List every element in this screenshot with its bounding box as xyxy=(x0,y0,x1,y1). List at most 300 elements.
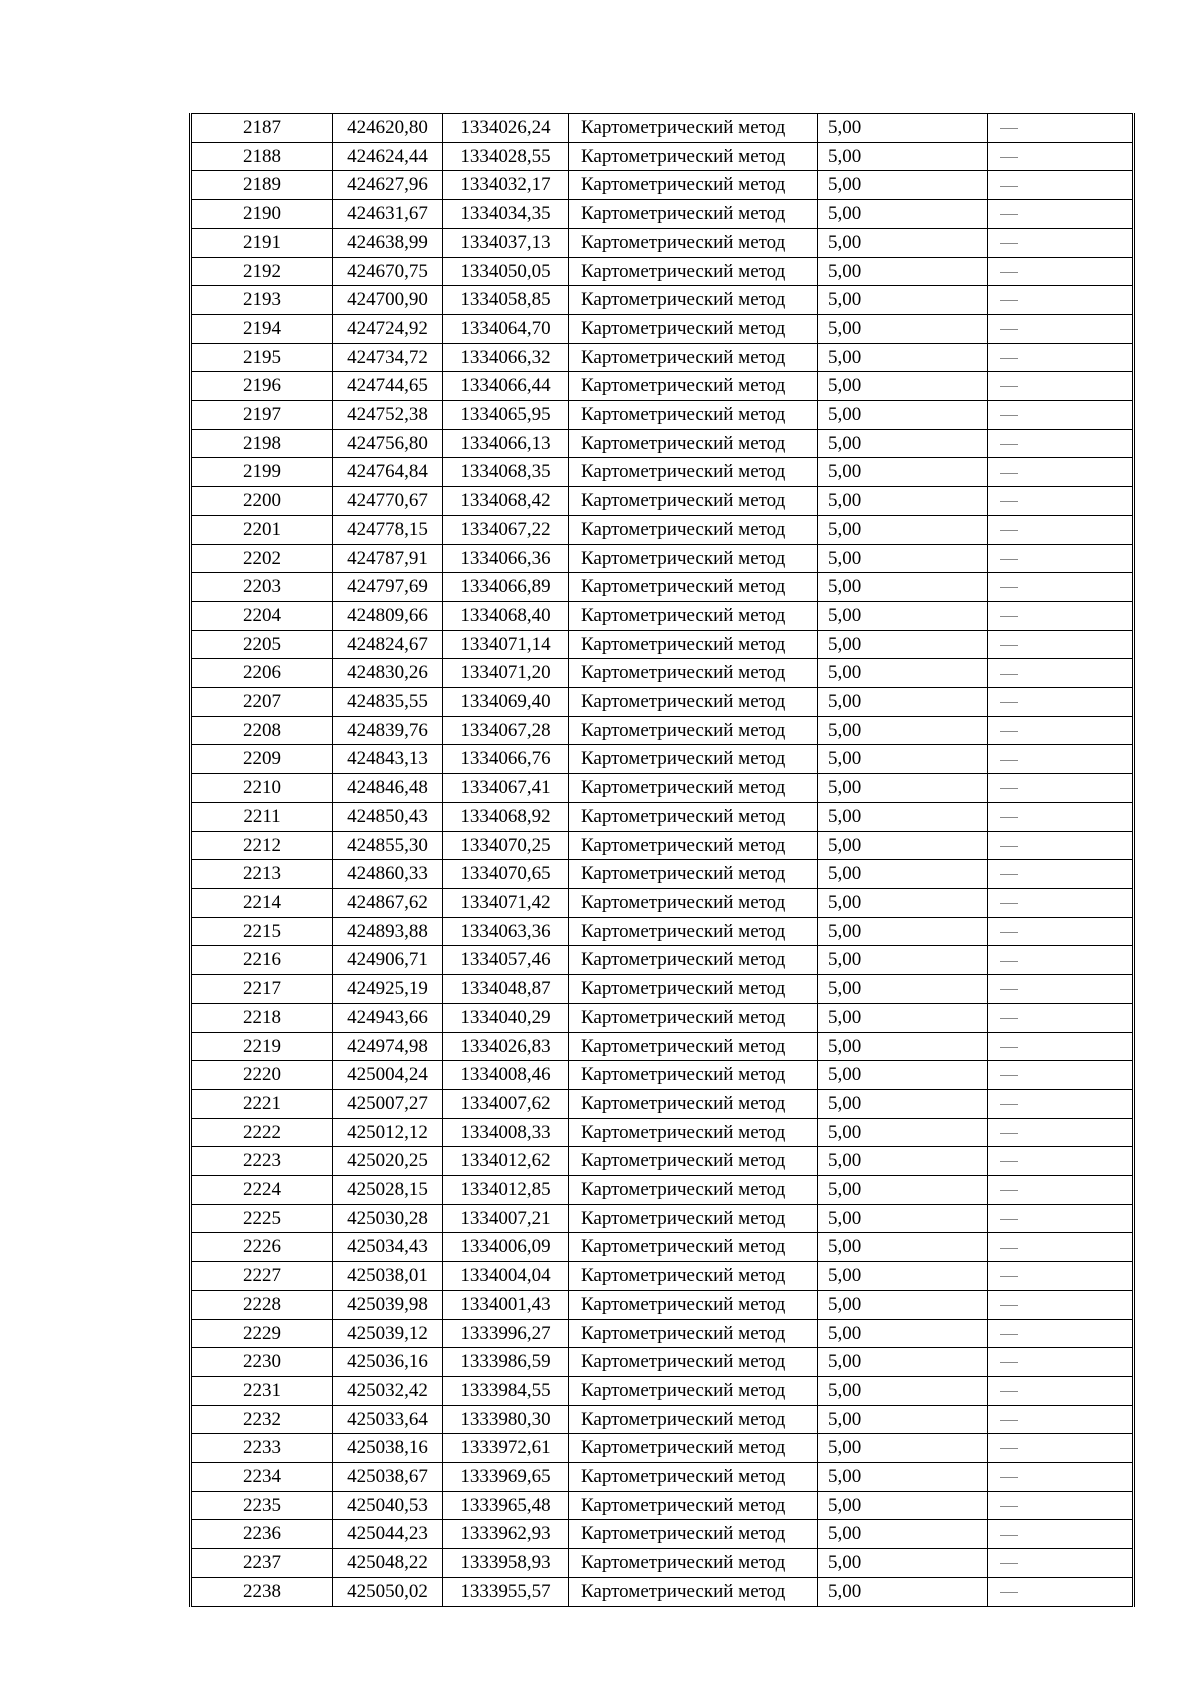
method-cell: Картометрический метод xyxy=(569,1290,818,1319)
precision-cell: 5,00 xyxy=(818,1147,988,1176)
precision-cell: 5,00 xyxy=(818,1061,988,1090)
x-coordinate-cell: 424830,26 xyxy=(333,659,443,688)
point-number-cell: 2222 xyxy=(191,1118,333,1147)
method-cell: Картометрический метод xyxy=(569,745,818,774)
x-coordinate-cell: 424846,48 xyxy=(333,774,443,803)
point-number-cell: 2236 xyxy=(191,1520,333,1549)
description-cell xyxy=(988,975,1134,1004)
method-cell: Картометрический метод xyxy=(569,1520,818,1549)
description-cell xyxy=(988,1549,1134,1578)
point-number-cell: 2209 xyxy=(191,745,333,774)
y-coordinate-cell: 1333986,59 xyxy=(443,1348,569,1377)
table-row xyxy=(191,200,1134,229)
table-row xyxy=(191,946,1134,975)
y-coordinate-cell: 1334068,40 xyxy=(443,601,569,630)
table-row xyxy=(191,487,1134,516)
x-coordinate-cell: 424893,88 xyxy=(333,917,443,946)
table-row xyxy=(191,372,1134,401)
method-cell: Картометрический метод xyxy=(569,1491,818,1520)
precision-cell: 5,00 xyxy=(818,1434,988,1463)
description-cell xyxy=(988,1348,1134,1377)
x-coordinate-cell: 424809,66 xyxy=(333,601,443,630)
method-cell: Картометрический метод xyxy=(569,1376,818,1405)
x-coordinate-cell: 424906,71 xyxy=(333,946,443,975)
empty-dash xyxy=(1000,1334,1018,1335)
method-cell: Картометрический метод xyxy=(569,1147,818,1176)
point-number-cell: 2237 xyxy=(191,1549,333,1578)
y-coordinate-cell: 1334004,04 xyxy=(443,1262,569,1291)
precision-cell: 5,00 xyxy=(818,888,988,917)
precision-cell: 5,00 xyxy=(818,1463,988,1492)
empty-dash xyxy=(1000,587,1018,588)
description-cell xyxy=(988,659,1134,688)
point-number-cell: 2198 xyxy=(191,429,333,458)
empty-dash xyxy=(1000,846,1018,847)
method-cell: Картометрический метод xyxy=(569,917,818,946)
y-coordinate-cell: 1333980,30 xyxy=(443,1405,569,1434)
y-coordinate-cell: 1333972,61 xyxy=(443,1434,569,1463)
precision-cell: 5,00 xyxy=(818,745,988,774)
x-coordinate-cell: 424855,30 xyxy=(333,831,443,860)
method-cell: Картометрический метод xyxy=(569,314,818,343)
table-row xyxy=(191,831,1134,860)
description-cell xyxy=(988,1089,1134,1118)
table-row xyxy=(191,171,1134,200)
empty-dash xyxy=(1000,874,1018,875)
x-coordinate-cell: 424631,67 xyxy=(333,200,443,229)
point-number-cell: 2213 xyxy=(191,860,333,889)
precision-cell: 5,00 xyxy=(818,1176,988,1205)
precision-cell: 5,00 xyxy=(818,917,988,946)
y-coordinate-cell: 1334040,29 xyxy=(443,1003,569,1032)
precision-cell: 5,00 xyxy=(818,142,988,171)
point-number-cell: 2220 xyxy=(191,1061,333,1090)
x-coordinate-cell: 424624,44 xyxy=(333,142,443,171)
x-coordinate-cell: 425039,12 xyxy=(333,1319,443,1348)
empty-dash xyxy=(1000,1018,1018,1019)
method-cell: Картометрический метод xyxy=(569,1233,818,1262)
y-coordinate-cell: 1334007,21 xyxy=(443,1204,569,1233)
description-cell xyxy=(988,114,1134,143)
x-coordinate-cell: 424627,96 xyxy=(333,171,443,200)
precision-cell: 5,00 xyxy=(818,401,988,430)
point-number-cell: 2219 xyxy=(191,1032,333,1061)
empty-dash xyxy=(1000,788,1018,789)
description-cell xyxy=(988,544,1134,573)
empty-dash xyxy=(1000,300,1018,301)
description-cell xyxy=(988,228,1134,257)
empty-dash xyxy=(1000,559,1018,560)
empty-dash xyxy=(1000,1219,1018,1220)
y-coordinate-cell: 1333958,93 xyxy=(443,1549,569,1578)
precision-cell: 5,00 xyxy=(818,372,988,401)
empty-dash xyxy=(1000,1161,1018,1162)
precision-cell: 5,00 xyxy=(818,1262,988,1291)
x-coordinate-cell: 424843,13 xyxy=(333,745,443,774)
point-number-cell: 2215 xyxy=(191,917,333,946)
table-row xyxy=(191,1463,1134,1492)
table-row xyxy=(191,630,1134,659)
method-cell: Картометрический метод xyxy=(569,1003,818,1032)
y-coordinate-cell: 1334068,42 xyxy=(443,487,569,516)
y-coordinate-cell: 1334066,89 xyxy=(443,573,569,602)
description-cell xyxy=(988,1032,1134,1061)
description-cell xyxy=(988,1061,1134,1090)
table-row xyxy=(191,716,1134,745)
x-coordinate-cell: 424638,99 xyxy=(333,228,443,257)
y-coordinate-cell: 1334064,70 xyxy=(443,314,569,343)
method-cell: Картометрический метод xyxy=(569,1577,818,1606)
x-coordinate-cell: 424778,15 xyxy=(333,515,443,544)
table-row xyxy=(191,659,1134,688)
x-coordinate-cell: 424867,62 xyxy=(333,888,443,917)
x-coordinate-cell: 425034,43 xyxy=(333,1233,443,1262)
point-number-cell: 2234 xyxy=(191,1463,333,1492)
precision-cell: 5,00 xyxy=(818,1204,988,1233)
empty-dash xyxy=(1000,444,1018,445)
description-cell xyxy=(988,573,1134,602)
method-cell: Картометрический метод xyxy=(569,601,818,630)
method-cell: Картометрический метод xyxy=(569,257,818,286)
precision-cell: 5,00 xyxy=(818,429,988,458)
empty-dash xyxy=(1000,1592,1018,1593)
x-coordinate-cell: 425040,53 xyxy=(333,1491,443,1520)
precision-cell: 5,00 xyxy=(818,515,988,544)
y-coordinate-cell: 1334037,13 xyxy=(443,228,569,257)
method-cell: Картометрический метод xyxy=(569,401,818,430)
table-row xyxy=(191,228,1134,257)
empty-dash xyxy=(1000,1477,1018,1478)
description-cell xyxy=(988,171,1134,200)
table-row xyxy=(191,515,1134,544)
method-cell: Картометрический метод xyxy=(569,515,818,544)
x-coordinate-cell: 424850,43 xyxy=(333,802,443,831)
point-number-cell: 2201 xyxy=(191,515,333,544)
precision-cell: 5,00 xyxy=(818,1348,988,1377)
point-number-cell: 2188 xyxy=(191,142,333,171)
x-coordinate-cell: 424839,76 xyxy=(333,716,443,745)
precision-cell: 5,00 xyxy=(818,1405,988,1434)
x-coordinate-cell: 424734,72 xyxy=(333,343,443,372)
description-cell xyxy=(988,1434,1134,1463)
point-number-cell: 2211 xyxy=(191,802,333,831)
method-cell: Картометрический метод xyxy=(569,1089,818,1118)
precision-cell: 5,00 xyxy=(818,975,988,1004)
precision-cell: 5,00 xyxy=(818,688,988,717)
x-coordinate-cell: 424974,98 xyxy=(333,1032,443,1061)
method-cell: Картометрический метод xyxy=(569,1118,818,1147)
y-coordinate-cell: 1334065,95 xyxy=(443,401,569,430)
empty-dash xyxy=(1000,903,1018,904)
point-number-cell: 2206 xyxy=(191,659,333,688)
empty-dash xyxy=(1000,1563,1018,1564)
x-coordinate-cell: 425007,27 xyxy=(333,1089,443,1118)
description-cell xyxy=(988,429,1134,458)
y-coordinate-cell: 1334032,17 xyxy=(443,171,569,200)
description-cell xyxy=(988,630,1134,659)
description-cell xyxy=(988,1491,1134,1520)
empty-dash xyxy=(1000,272,1018,273)
x-coordinate-cell: 424824,67 xyxy=(333,630,443,659)
y-coordinate-cell: 1334066,13 xyxy=(443,429,569,458)
empty-dash xyxy=(1000,645,1018,646)
method-cell: Картометрический метод xyxy=(569,343,818,372)
empty-dash xyxy=(1000,214,1018,215)
point-number-cell: 2207 xyxy=(191,688,333,717)
point-number-cell: 2221 xyxy=(191,1089,333,1118)
empty-dash xyxy=(1000,1362,1018,1363)
description-cell xyxy=(988,343,1134,372)
description-cell xyxy=(988,515,1134,544)
method-cell: Картометрический метод xyxy=(569,1434,818,1463)
empty-dash xyxy=(1000,1276,1018,1277)
y-coordinate-cell: 1334067,22 xyxy=(443,515,569,544)
precision-cell: 5,00 xyxy=(818,487,988,516)
empty-dash xyxy=(1000,1535,1018,1536)
y-coordinate-cell: 1334006,09 xyxy=(443,1233,569,1262)
precision-cell: 5,00 xyxy=(818,228,988,257)
empty-dash xyxy=(1000,1248,1018,1249)
table-row xyxy=(191,458,1134,487)
method-cell: Картометрический метод xyxy=(569,1204,818,1233)
table-row xyxy=(191,1319,1134,1348)
method-cell: Картометрический метод xyxy=(569,1463,818,1492)
y-coordinate-cell: 1334066,36 xyxy=(443,544,569,573)
precision-cell: 5,00 xyxy=(818,630,988,659)
point-number-cell: 2208 xyxy=(191,716,333,745)
method-cell: Картометрический метод xyxy=(569,1061,818,1090)
empty-dash xyxy=(1000,817,1018,818)
table-row xyxy=(191,860,1134,889)
empty-dash xyxy=(1000,1448,1018,1449)
method-cell: Картометрический метод xyxy=(569,171,818,200)
empty-dash xyxy=(1000,473,1018,474)
empty-dash xyxy=(1000,501,1018,502)
method-cell: Картометрический метод xyxy=(569,1549,818,1578)
y-coordinate-cell: 1334068,92 xyxy=(443,802,569,831)
table-row xyxy=(191,1376,1134,1405)
point-number-cell: 2192 xyxy=(191,257,333,286)
table-row xyxy=(191,1262,1134,1291)
point-number-cell: 2204 xyxy=(191,601,333,630)
description-cell xyxy=(988,888,1134,917)
description-cell xyxy=(988,1118,1134,1147)
x-coordinate-cell: 424620,80 xyxy=(333,114,443,143)
x-coordinate-cell: 425032,42 xyxy=(333,1376,443,1405)
point-number-cell: 2210 xyxy=(191,774,333,803)
empty-dash xyxy=(1000,1075,1018,1076)
y-coordinate-cell: 1334071,42 xyxy=(443,888,569,917)
x-coordinate-cell: 424835,55 xyxy=(333,688,443,717)
empty-dash xyxy=(1000,1104,1018,1105)
point-number-cell: 2196 xyxy=(191,372,333,401)
coordinates-table-sheet xyxy=(189,113,1132,1607)
table-row xyxy=(191,601,1134,630)
table-row xyxy=(191,1147,1134,1176)
y-coordinate-cell: 1334067,28 xyxy=(443,716,569,745)
y-coordinate-cell: 1334028,55 xyxy=(443,142,569,171)
x-coordinate-cell: 425004,24 xyxy=(333,1061,443,1090)
table-row xyxy=(191,745,1134,774)
point-number-cell: 2199 xyxy=(191,458,333,487)
method-cell: Картометрический метод xyxy=(569,1405,818,1434)
point-number-cell: 2227 xyxy=(191,1262,333,1291)
table-row xyxy=(191,401,1134,430)
description-cell xyxy=(988,458,1134,487)
method-cell: Картометрический метод xyxy=(569,630,818,659)
y-coordinate-cell: 1333962,93 xyxy=(443,1520,569,1549)
empty-dash xyxy=(1000,1391,1018,1392)
description-cell xyxy=(988,200,1134,229)
description-cell xyxy=(988,1290,1134,1319)
table-row xyxy=(191,1003,1134,1032)
empty-dash xyxy=(1000,989,1018,990)
x-coordinate-cell: 424787,91 xyxy=(333,544,443,573)
table-row xyxy=(191,343,1134,372)
description-cell xyxy=(988,1233,1134,1262)
method-cell: Картометрический метод xyxy=(569,946,818,975)
precision-cell: 5,00 xyxy=(818,802,988,831)
description-cell xyxy=(988,1405,1134,1434)
y-coordinate-cell: 1334012,85 xyxy=(443,1176,569,1205)
point-number-cell: 2233 xyxy=(191,1434,333,1463)
point-number-cell: 2229 xyxy=(191,1319,333,1348)
point-number-cell: 2187 xyxy=(191,114,333,143)
description-cell xyxy=(988,1319,1134,1348)
description-cell xyxy=(988,716,1134,745)
empty-dash xyxy=(1000,530,1018,531)
precision-cell: 5,00 xyxy=(818,601,988,630)
method-cell: Картометрический метод xyxy=(569,1262,818,1291)
description-cell xyxy=(988,1577,1134,1606)
y-coordinate-cell: 1334058,85 xyxy=(443,286,569,315)
precision-cell: 5,00 xyxy=(818,831,988,860)
point-number-cell: 2197 xyxy=(191,401,333,430)
table-row xyxy=(191,975,1134,1004)
precision-cell: 5,00 xyxy=(818,1376,988,1405)
precision-cell: 5,00 xyxy=(818,257,988,286)
description-cell xyxy=(988,946,1134,975)
method-cell: Картометрический метод xyxy=(569,774,818,803)
precision-cell: 5,00 xyxy=(818,114,988,143)
precision-cell: 5,00 xyxy=(818,860,988,889)
table-row xyxy=(191,1290,1134,1319)
description-cell xyxy=(988,688,1134,717)
table-row xyxy=(191,1089,1134,1118)
y-coordinate-cell: 1334069,40 xyxy=(443,688,569,717)
point-number-cell: 2228 xyxy=(191,1290,333,1319)
y-coordinate-cell: 1334026,24 xyxy=(443,114,569,143)
point-number-cell: 2216 xyxy=(191,946,333,975)
empty-dash xyxy=(1000,731,1018,732)
table-row xyxy=(191,1491,1134,1520)
precision-cell: 5,00 xyxy=(818,1032,988,1061)
method-cell: Картометрический метод xyxy=(569,458,818,487)
precision-cell: 5,00 xyxy=(818,544,988,573)
x-coordinate-cell: 425050,02 xyxy=(333,1577,443,1606)
y-coordinate-cell: 1334007,62 xyxy=(443,1089,569,1118)
x-coordinate-cell: 424724,92 xyxy=(333,314,443,343)
point-number-cell: 2191 xyxy=(191,228,333,257)
precision-cell: 5,00 xyxy=(818,171,988,200)
table-row xyxy=(191,1549,1134,1578)
description-cell xyxy=(988,860,1134,889)
table-row xyxy=(191,257,1134,286)
description-cell xyxy=(988,286,1134,315)
precision-cell: 5,00 xyxy=(818,1089,988,1118)
precision-cell: 5,00 xyxy=(818,1233,988,1262)
description-cell xyxy=(988,1176,1134,1205)
description-cell xyxy=(988,1147,1134,1176)
x-coordinate-cell: 424744,65 xyxy=(333,372,443,401)
description-cell xyxy=(988,1262,1134,1291)
description-cell xyxy=(988,831,1134,860)
precision-cell: 5,00 xyxy=(818,774,988,803)
precision-cell: 5,00 xyxy=(818,286,988,315)
precision-cell: 5,00 xyxy=(818,1520,988,1549)
empty-dash xyxy=(1000,1190,1018,1191)
x-coordinate-cell: 424860,33 xyxy=(333,860,443,889)
table-row xyxy=(191,286,1134,315)
y-coordinate-cell: 1334070,65 xyxy=(443,860,569,889)
x-coordinate-cell: 425030,28 xyxy=(333,1204,443,1233)
x-coordinate-cell: 425038,16 xyxy=(333,1434,443,1463)
point-number-cell: 2231 xyxy=(191,1376,333,1405)
table-row xyxy=(191,142,1134,171)
y-coordinate-cell: 1334070,25 xyxy=(443,831,569,860)
point-number-cell: 2230 xyxy=(191,1348,333,1377)
empty-dash xyxy=(1000,386,1018,387)
empty-dash xyxy=(1000,186,1018,187)
description-cell xyxy=(988,917,1134,946)
x-coordinate-cell: 425036,16 xyxy=(333,1348,443,1377)
y-coordinate-cell: 1334050,05 xyxy=(443,257,569,286)
x-coordinate-cell: 424797,69 xyxy=(333,573,443,602)
precision-cell: 5,00 xyxy=(818,659,988,688)
table-row xyxy=(191,774,1134,803)
y-coordinate-cell: 1334008,33 xyxy=(443,1118,569,1147)
x-coordinate-cell: 424700,90 xyxy=(333,286,443,315)
description-cell xyxy=(988,372,1134,401)
description-cell xyxy=(988,487,1134,516)
x-coordinate-cell: 424925,19 xyxy=(333,975,443,1004)
description-cell xyxy=(988,802,1134,831)
description-cell xyxy=(988,601,1134,630)
precision-cell: 5,00 xyxy=(818,1577,988,1606)
description-cell xyxy=(988,142,1134,171)
y-coordinate-cell: 1334071,20 xyxy=(443,659,569,688)
table-row xyxy=(191,1233,1134,1262)
precision-cell: 5,00 xyxy=(818,1118,988,1147)
point-number-cell: 2195 xyxy=(191,343,333,372)
empty-dash xyxy=(1000,760,1018,761)
empty-dash xyxy=(1000,157,1018,158)
x-coordinate-cell: 425048,22 xyxy=(333,1549,443,1578)
y-coordinate-cell: 1334066,32 xyxy=(443,343,569,372)
method-cell: Картометрический метод xyxy=(569,429,818,458)
table-row xyxy=(191,1204,1134,1233)
x-coordinate-cell: 425028,15 xyxy=(333,1176,443,1205)
precision-cell: 5,00 xyxy=(818,946,988,975)
method-cell: Картометрический метод xyxy=(569,372,818,401)
precision-cell: 5,00 xyxy=(818,343,988,372)
x-coordinate-cell: 424770,67 xyxy=(333,487,443,516)
table-row xyxy=(191,544,1134,573)
method-cell: Картометрический метод xyxy=(569,1319,818,1348)
method-cell: Картометрический метод xyxy=(569,1032,818,1061)
method-cell: Картометрический метод xyxy=(569,888,818,917)
table-row xyxy=(191,1405,1134,1434)
